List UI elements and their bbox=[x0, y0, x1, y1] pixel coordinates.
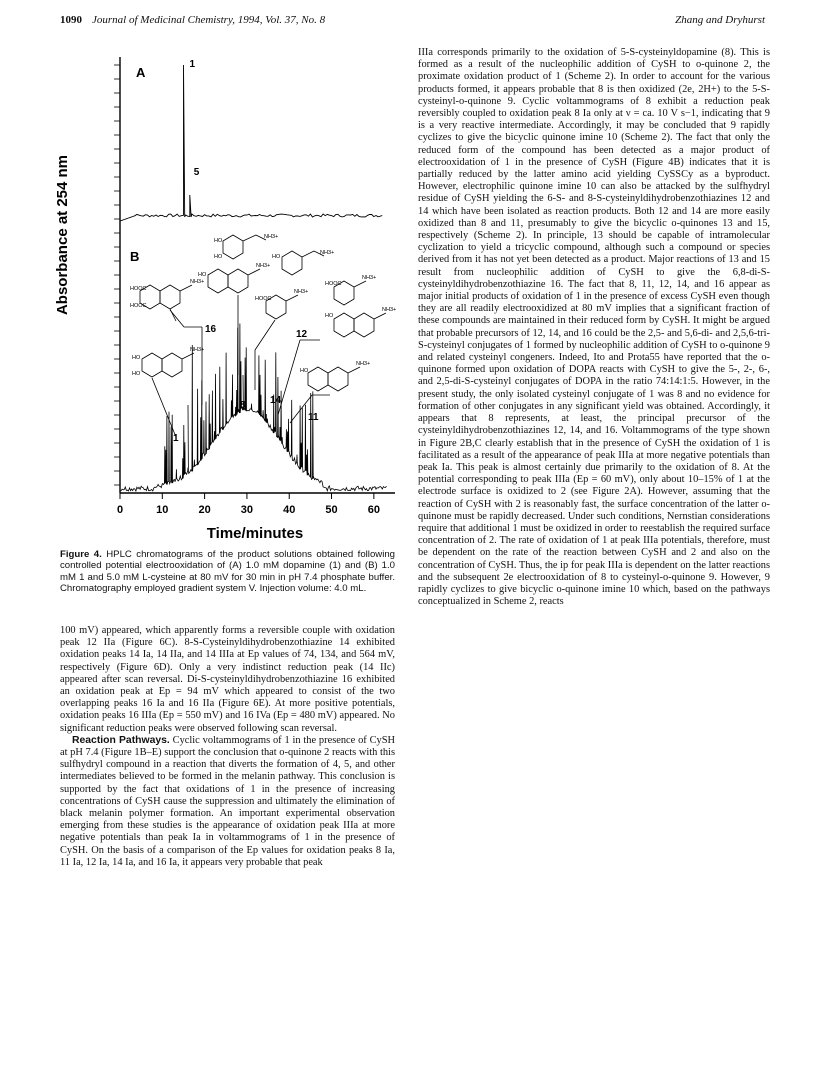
peak-label: 1 bbox=[173, 433, 179, 444]
right-text-column bbox=[418, 47, 770, 608]
svg-text:HOOC: HOOC bbox=[255, 296, 272, 302]
svg-text:HO: HO bbox=[272, 254, 281, 260]
svg-text:HO: HO bbox=[325, 313, 334, 319]
x-tick-label: 40 bbox=[283, 504, 296, 516]
x-axis-label: Time/minutes bbox=[206, 525, 304, 542]
x-tick-label: 60 bbox=[367, 504, 380, 516]
svg-text:NH3+: NH3+ bbox=[190, 347, 205, 353]
peak-label: 1 bbox=[189, 59, 196, 70]
svg-text:HOOC: HOOC bbox=[130, 303, 147, 309]
page-header bbox=[60, 14, 765, 32]
left-text-column bbox=[60, 625, 395, 869]
peak-label: 16 bbox=[205, 324, 217, 335]
x-tick-label: 30 bbox=[240, 504, 254, 516]
journal-citation: Journal of Medicinal Chemistry, 1994, Vol. 37, No. 8 bbox=[92, 14, 326, 26]
peak-label: 5 bbox=[193, 167, 200, 178]
paragraph-text: Cyclic voltammograms of 1 in the presence of CySH at pH 7.4 (Figure 1B–E) support the conclusion that o-quinone 2 reacts with this sulfhydryl compound in a reaction that diverts the formation of 4, 5, and other intermediates believed to be formed in the melanin pathway. This conclusion is supported by the fact that oxidations of 1 in the presence of increasing concentrations of CySH cause the suppression and ultimately the elimination of black melanin polymer formation. An important experimental observation emerging from these studies is the appearance of oxidation peak IIIa at more negative potentials than peak Ia in voltammograms of 1 in the presence of CySH. On the basis of a comparison of the Ep values for oxidation peaks 8 Ia, 11 Ia, 12 Ia, 14 Ia, and 16 Ia, it appears very probable that peak bbox=[60, 734, 396, 868]
paragraph: IIIa corresponds primarily to the oxidation of 5-S-cysteinyldopamine (8). This is formed as a result of the nucleophilic addition of CySH to o-quinone 2, the proximate oxidation product of 1 (Scheme 2). In order to account for the various products formed, it appears probable that 8 is then oxidized (2e, 2H+) to the 5-S-cysteinyl-o-quinone 9. Cyclic voltammograms of 8 exhibit a reduction peak reversibly coupled to oxidation peak 8 Ia only at ν = ca. 10 V s−1, indicating that 9 is a very reactive intermediate. Accordingly, it may be concluded that 9 rapidly cyclizes to give the bicyclic quinone imine 10 (Scheme 2). The fact that only the reduced form of the compound has been detected as a major product of electrooxidation of 1 in the presence of CySH (Figure 4B) indicates that it is partially reduced by the latter amino acid yielding CySSCy as a byproduct. However, electrophilic quinone imine 10 can also be attacked by the sulfhydryl residue of CySH yielding the 6-S- and 8-S-cysteinyldihydrobenzothiazines 12 and 14 which have been isolated as reaction products. Both 12 and 14 are more easily oxidized than 8 and 11, presumably to give the bicyclic o-quinones 13 and 15, respectively (Scheme 2). In principle, 13 should be capable of intramolecular cyclization to yield a tricyclic compound, although such a compound or species derived from it has not yet been detected as a product. Major reactions of 13 and 15 result from nucleophilic addition of CySH to give the 6,8-di-S-cysteinyldihydrobenzothiazine 16. The fact that 8, 11, 12, 14, and 16 appear as major initial products of oxidation of 1 in the presence of excess CySH even though they are all readily electrooxidized at 80 mV implies that a significant fraction of these compounds are maintained in their reduced form by CySH. It might be argued that probable precursors of 12, 14, and 16 could be the 2,5- and 5,6-di- and 2,5,6-tri-S-cysteinyl conjugates of 1 formed by nucleophilic addition of CySH to o-quinone 9 and related cysteinyl congeners. Indeed, Ito and Prota55 have reported that the o-quinone formed upon oxidation of DOPA reacts with CySH to give the 5-, 2-, 6-, and 2,5-di-S-cysteinyl conjugates of DOPA in the ratio 74:14:1:5. However, in the present study, the only isolated cysteinyl conjugate of 1 was 8 and no evidence for formation of other conjugates in any significant yield was obtained. Accordingly, it appears that 8 represents, at least, the principal precursor of the cysteinyldihydrobenzothiazines 12, 14, and 16. Voltammograms of the type shown in Figure 2B,C clearly establish that in the presence of CySH the oxidation of 1 is facilitated as a result of the appearance of peak IIIa at more negative potentials than peak Ia. This peak is almost certainly due primarily to the oxidation of 8. At the potential corresponding to peak IIIa (Ep = 60 mV), only about 10–15% of 1 at the electrode surface is oxidized to 2 (see Figure 2A). However, assuming that the reaction of CySH with 2 is reasonably fast, the surface concentration of the latter o-quinone must be rapidly decreased. Under such conditions, Nernstian considerations require that additional 1 must be oxidized in order to reestablish the required surface concentration of 2. The rate of oxidation of 1 at peak IIIa potentials, therefore, must be dependent on the rate of the reaction between CySH and 2 and also on the concentration of CySH. Thus, the ip for peak IIIa is dependent on the latter reactions and the subsequent 2e electrooxidation of 8 to cysteinyl-o-quinone 9. However, 9 rapidly cyclizes to give bicyclic o-quinone imine 10 which, based on the pathways conceptualized in Scheme 2, reacts bbox=[418, 47, 770, 608]
section-heading: Reaction Pathways. bbox=[72, 734, 170, 746]
figure-4 bbox=[50, 45, 400, 550]
y-axis-ticks bbox=[114, 65, 120, 485]
svg-text:NH3+: NH3+ bbox=[294, 289, 309, 295]
peak-label: 14 bbox=[270, 395, 282, 406]
svg-text:HO: HO bbox=[132, 371, 141, 377]
x-tick-label: 50 bbox=[325, 504, 338, 516]
svg-text:NH3+: NH3+ bbox=[356, 361, 371, 367]
svg-text:NH3+: NH3+ bbox=[190, 279, 205, 285]
svg-text:HOOC: HOOC bbox=[130, 286, 147, 292]
svg-text:HO: HO bbox=[214, 254, 223, 260]
svg-text:HO: HO bbox=[214, 238, 223, 244]
svg-text:HOOC: HOOC bbox=[325, 281, 342, 287]
svg-text:NH3+: NH3+ bbox=[264, 234, 279, 240]
x-axis-ticks bbox=[117, 493, 380, 516]
panel-a-label: A bbox=[136, 65, 146, 80]
chromatogram-trace-a bbox=[120, 65, 382, 221]
svg-text:NH3+: NH3+ bbox=[362, 275, 377, 281]
svg-text:HO: HO bbox=[198, 272, 207, 278]
panel-b-label: B bbox=[130, 249, 140, 264]
chromatogram-chart bbox=[50, 45, 400, 550]
x-tick-label: 20 bbox=[198, 504, 211, 516]
figure-caption-label: Figure 4. bbox=[60, 549, 102, 560]
peak-label: 8 bbox=[240, 400, 246, 411]
paragraph: 100 mV) appeared, which apparently forms a reversible couple with oxidation peak 12 IIa (Figure 6C). 8-S-Cysteinyldihydrobenzothiazine 14 exhibited oxidation peaks 14 Ia, 14 IIa, and 14 IIIa at Ep values of 74, 134, and 564 mV, respectively (Figure 6D). Only a very indistinct reduction peak (14 IIc) appeared after scan reversal. Di-S-cysteinyldihydrobenzothiazine 16 exhibited an oxidation peak at Ep = 94 mV which appeared to consist of the two overlapping peaks 16 Ia and 16 IIa (Figure 6E). At more positive potentials, oxidation peaks 16 IIIa (Ep = 550 mV) and 16 IVa (Ep = 480 mV) appeared. No significant reduction peaks were observed following scan reversal. bbox=[60, 625, 395, 734]
structure-atom-labels bbox=[130, 234, 396, 377]
running-head-authors: Zhang and Dryhurst bbox=[675, 14, 765, 26]
y-axis-label: Absorbance at 254 nm bbox=[54, 154, 71, 316]
svg-text:NH3+: NH3+ bbox=[320, 250, 335, 256]
svg-text:HO: HO bbox=[132, 355, 141, 361]
running-head-left bbox=[60, 14, 325, 26]
svg-text:HO: HO bbox=[300, 368, 309, 374]
svg-text:NH3+: NH3+ bbox=[382, 307, 397, 313]
peak-label: 11 bbox=[308, 412, 319, 423]
svg-text:NH3+: NH3+ bbox=[256, 263, 271, 269]
figure-caption-text: HPLC chromatograms of the product solutions obtained following controlled potential electrooxidation of (A) 1.0 mM dopamine (1) and (B) 1.0 mM 1 and 5.0 mM L-cysteine at 80 mV for 30 min in pH 7.4 phosphate buffer. Chromatography employed gradient system V. Injection volume: 4.0 mL. bbox=[60, 549, 396, 595]
paragraph bbox=[60, 735, 395, 869]
x-tick-label: 10 bbox=[156, 504, 169, 516]
peak-label: 12 bbox=[296, 329, 308, 340]
x-tick-label: 0 bbox=[116, 504, 124, 516]
page-number: 1090 bbox=[60, 14, 82, 26]
figure-caption bbox=[60, 549, 395, 595]
chromatogram-trace-b bbox=[120, 324, 387, 492]
